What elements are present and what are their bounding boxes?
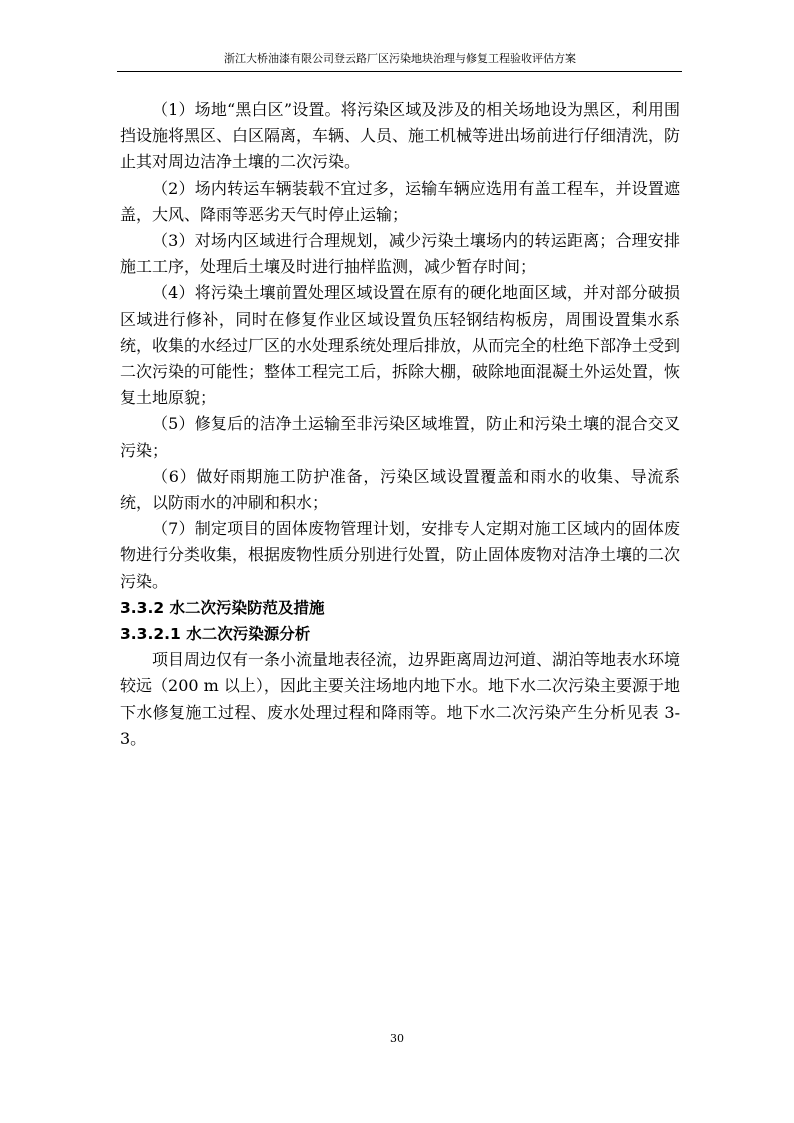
measure-paragraph-2: （2）场内转运车辆装载不宜过多，运输车辆应选用有盖工程车，并设置遮盖，大风、降雨等恶劣天气时停止运输； — [120, 178, 680, 224]
header-divider — [117, 71, 682, 72]
measure-paragraph-3: （3）对场内区域进行合理规划，减少污染土壤场内的转运距离；合理安排施工工序，处理后土壤及时进行抽样监测，减少暂存时间； — [120, 231, 680, 277]
subsection-heading: 3.3.2.1 水二次污染源分析 — [120, 625, 311, 644]
body-text — [120, 97, 680, 752]
page-number: 30 — [390, 1032, 404, 1045]
measure-paragraph-6: （6）做好雨期施工防护准备，污染区域设置覆盖和雨水的收集、导流系统，以防雨水的冲刷和积水； — [120, 466, 680, 513]
section-heading: 3.3.2 水二次污染防范及措施 — [120, 598, 325, 617]
running-header: 浙江大桥油漆有限公司登云路厂区污染地块治理与修复工程验收评估方案 — [224, 52, 576, 65]
measure-paragraph-1: （1）场地“黑白区”设置。将污染区域及涉及的相关场地设为黑区，利用围挡设施将黑区、白区隔离，车辆、人员、施工机械等进出场前进行仔细清洗，防止其对周边洁净土壤的二次污染。 — [120, 100, 681, 172]
analysis-paragraph: 项目周边仅有一条小流量地表径流，边界距离周边河道、湖泊等地表水环境较远（200 m 以上），因此主要关注场地内地下水。地下水二次污染主要源于地下水修复施工过程、废水处理过程和降雨等。地下水二次污染产生分析见表 3-3。 — [120, 650, 681, 748]
measure-paragraph-7: （7）制定项目的固体废物管理计划，安排专人定期对施工区域内的固体废物进行分类收集，根据废物性质分别进行处置，防止固体废物对洁净土壤的二次污染。 — [120, 519, 681, 591]
measure-paragraph-5: （5）修复后的洁净土运输至非污染区域堆置，防止和污染土壤的混合交叉污染； — [120, 414, 680, 460]
measure-paragraph-4: （4）将污染土壤前置处理区域设置在原有的硬化地面区域，并对部分破损区域进行修补，同时在修复作业区域设置负压轻钢结构板房，周围设置集水系统，收集的水经过厂区的水处理系统处理后排放，从而完全的杜绝下部净土受到二次污染的可能性；整体工程完工后，拆除大棚，破除地面混凝土外运处置，恢复土地原貌； — [120, 283, 681, 408]
